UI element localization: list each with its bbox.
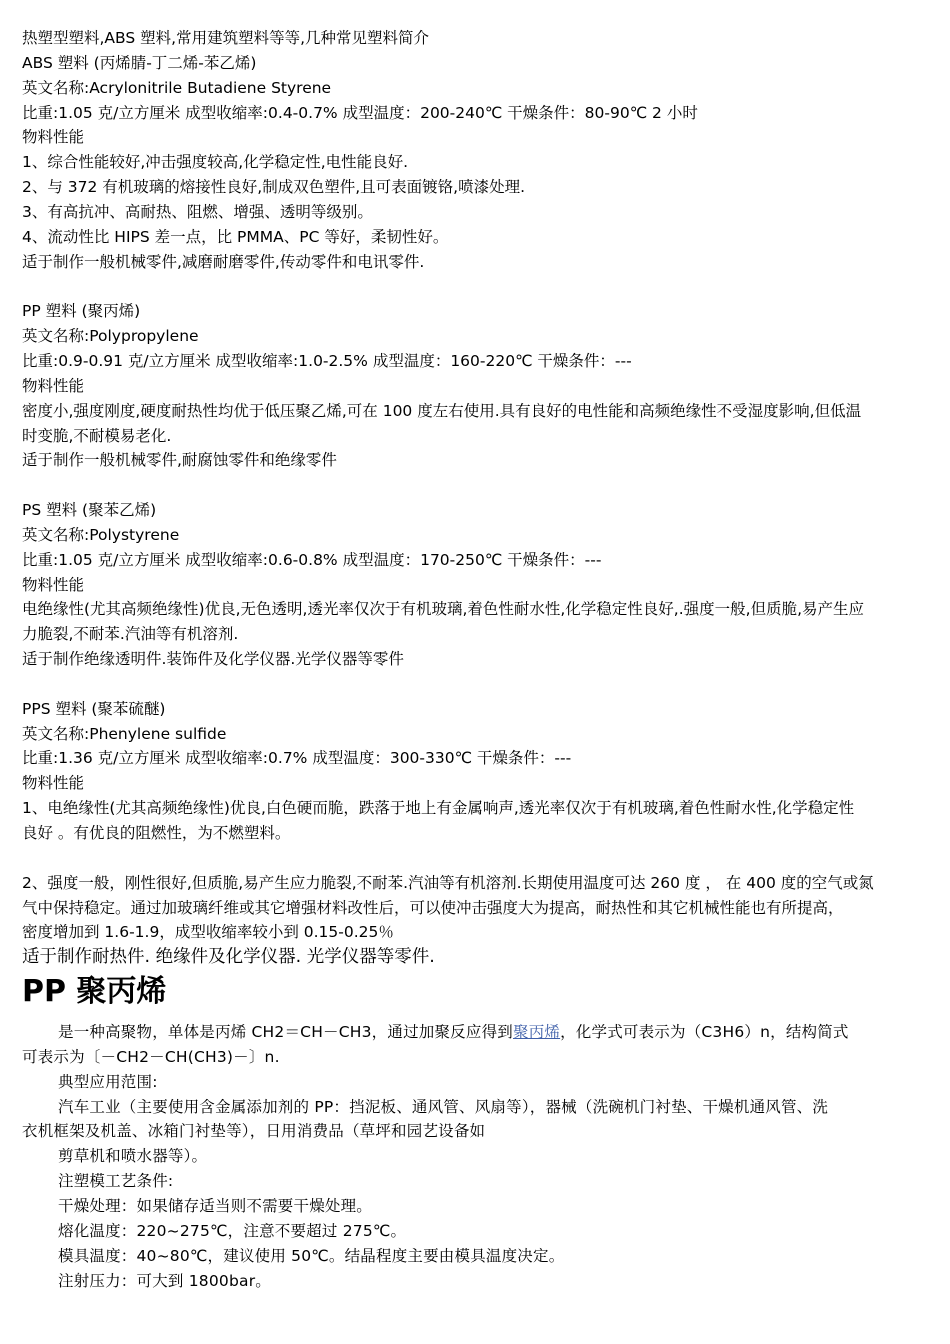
- pp-usage: 适于制作一般机械零件,耐腐蚀零件和绝缘零件: [22, 451, 337, 470]
- pp2-app-line3: 剪草机和喷水器等）。: [58, 1147, 208, 1166]
- abs-prop-2: 2、与 372 有机玻璃的熔接性良好,制成双色塑件,且可表面镀铬,喷漆处理.: [22, 178, 526, 197]
- pp-specs: 比重:0.9-0.91 克/立方厘米 成型收缩率:1.0-2.5% 成型温度：160-220℃ 干燥条件：---: [22, 351, 632, 370]
- pp2-intro-line1: [22, 1020, 928, 1045]
- ps-english-name: 英文名称:Polystyrene: [22, 525, 180, 544]
- pps-prop2-line3: 密度增加到 1.6-1.9，成型收缩率较小到 0.15-0.25％: [22, 923, 394, 942]
- abs-title: ABS 塑料 (丙烯腈-丁二烯-苯乙烯): [22, 53, 257, 72]
- pp2-intro-text-a: 是一种高聚物，单体是丙烯 CH2＝CH－CH3，通过加聚反应得到: [58, 1023, 513, 1042]
- pp2-injection-pressure: 注射压力：可大到 1800bar。: [58, 1271, 271, 1290]
- pp2-app-line2: 衣机框架及机盖、冰箱门衬垫等），日用消费品（草坪和园艺设备如: [22, 1122, 486, 1141]
- pp2-cond-label: 注塑模工艺条件:: [58, 1172, 174, 1191]
- abs-props-label: 物料性能: [22, 128, 85, 147]
- abs-prop-4: 4、流动性比 HIPS 差一点，比 PMMA、PC 等好，柔韧性好。: [22, 227, 449, 246]
- pp-props-line1: 密度小,强度刚度,硬度耐热性均优于低压聚乙烯,可在 100 度左右使用.具有良好的电性能和高频绝缘性不受湿度影响,但低温: [22, 401, 862, 420]
- pps-specs: 比重:1.36 克/立方厘米 成型收缩率:0.7% 成型温度：300-330℃ 干燥条件：---: [22, 749, 572, 768]
- abs-prop-3: 3、有高抗冲、高耐热、阻燃、增强、透明等级别。: [22, 202, 373, 221]
- pp2-mold-temp: 模具温度：40~80℃，建议使用 50℃。结晶程度主要由模具温度决定。: [58, 1246, 565, 1265]
- pp-polypropylene-heading: PP 聚丙烯: [22, 974, 167, 1010]
- pp-english-name: 英文名称:Polypropylene: [22, 327, 199, 346]
- abs-specs: 比重:1.05 克/立方厘米 成型收缩率:0.4-0.7% 成型温度：200-240℃ 干燥条件：80-90℃ 2 小时: [22, 103, 698, 122]
- document-page: [22, 26, 928, 1293]
- pp-props-line2: 时变脆,不耐模易老化.: [22, 426, 172, 445]
- pps-english-name: 英文名称:Phenylene sulfide: [22, 724, 227, 743]
- pp-polypropylene-section: [22, 972, 928, 1293]
- abs-english-name: 英文名称:Acrylonitrile Butadiene Styrene: [22, 78, 332, 97]
- ps-props-line1: 电绝缘性(尤其高频绝缘性)优良,无色透明,透光率仅次于有机玻璃,着色性耐水性,化学稳定性良好,.强度一般,但质脆,易产生应: [22, 600, 865, 619]
- abs-usage: 适于制作一般机械零件,减磨耐磨零件,传动零件和电讯零件.: [22, 252, 425, 271]
- pps-prop1-line1: 1、电绝缘性(尤其高频绝缘性)优良,白色硬而脆，跌落于地上有金属响声,透光率仅次于有机玻璃,着色性耐水性,化学稳定性: [22, 799, 855, 818]
- pp2-app-label: 典型应用范围:: [58, 1072, 158, 1091]
- ps-section: [22, 498, 928, 672]
- polypropylene-link[interactable]: 聚丙烯: [513, 1023, 561, 1042]
- pps-prop2-line2: 气中保持稳定。通过加玻璃纤维或其它增强材料改性后，可以使冲击强度大为提高，耐热性和其它机械性能也有所提高，: [22, 898, 844, 917]
- pp2-intro-line2: 可表示为〔－CH2－CH(CH3)－〕n.: [22, 1047, 280, 1066]
- spacer: [22, 274, 928, 299]
- pp2-melt-temp: 熔化温度：220~275℃，注意不要超过 275℃。: [58, 1221, 407, 1240]
- abs-prop-1: 1、综合性能较好,冲击强度较高,化学稳定性,电性能良好.: [22, 153, 409, 172]
- ps-specs: 比重:1.05 克/立方厘米 成型收缩率:0.6-0.8% 成型温度：170-250℃ 干燥条件：---: [22, 550, 602, 569]
- pps-section: [22, 697, 928, 970]
- pp2-intro-text-b: ，化学式可表示为（C3H6）n，结构简式: [560, 1023, 849, 1042]
- abs-section: [22, 26, 928, 274]
- pps-props-label: 物料性能: [22, 774, 85, 793]
- pps-prop1-line2: 良好 。有优良的阻燃性，为不燃塑料。: [22, 824, 291, 842]
- spacer: [22, 672, 928, 697]
- spacer: [22, 473, 928, 498]
- spacer: [22, 846, 928, 871]
- ps-title: PS 塑料 (聚苯乙烯): [22, 501, 157, 520]
- ps-usage: 适于制作绝缘透明件.装饰件及化学仪器.光学仪器等零件: [22, 650, 404, 669]
- pp-section: [22, 299, 928, 473]
- pp2-drying: 干燥处理：如果储存适当则不需要干燥处理。: [58, 1196, 373, 1215]
- ps-props-line2: 力脆裂,不耐苯.汽油等有机溶剂.: [22, 625, 239, 644]
- pp-title: PP 塑料 (聚丙烯): [22, 302, 141, 321]
- pps-title: PPS 塑料 (聚苯硫醚): [22, 699, 166, 718]
- pp2-app-line1: 汽车工业（主要使用含金属添加剂的 PP：挡泥板、通风管、风扇等），器械（洗碗机门衬垫、干燥机通风管、洗: [58, 1097, 829, 1116]
- pps-usage: 适于制作耐热件. 绝缘件及化学仪器. 光学仪器等零件.: [22, 947, 435, 968]
- pp-props-label: 物料性能: [22, 376, 85, 395]
- pps-prop2-line1: 2、强度一般，刚性很好,但质脆,易产生应力脆裂,不耐苯.汽油等有机溶剂.长期使用温度可达 260 度 ， 在 400 度的空气或氮: [22, 873, 874, 892]
- ps-props-label: 物料性能: [22, 575, 85, 594]
- intro-line: 热塑型塑料,ABS 塑料,常用建筑塑料等等,几种常见塑料简介: [22, 29, 430, 47]
